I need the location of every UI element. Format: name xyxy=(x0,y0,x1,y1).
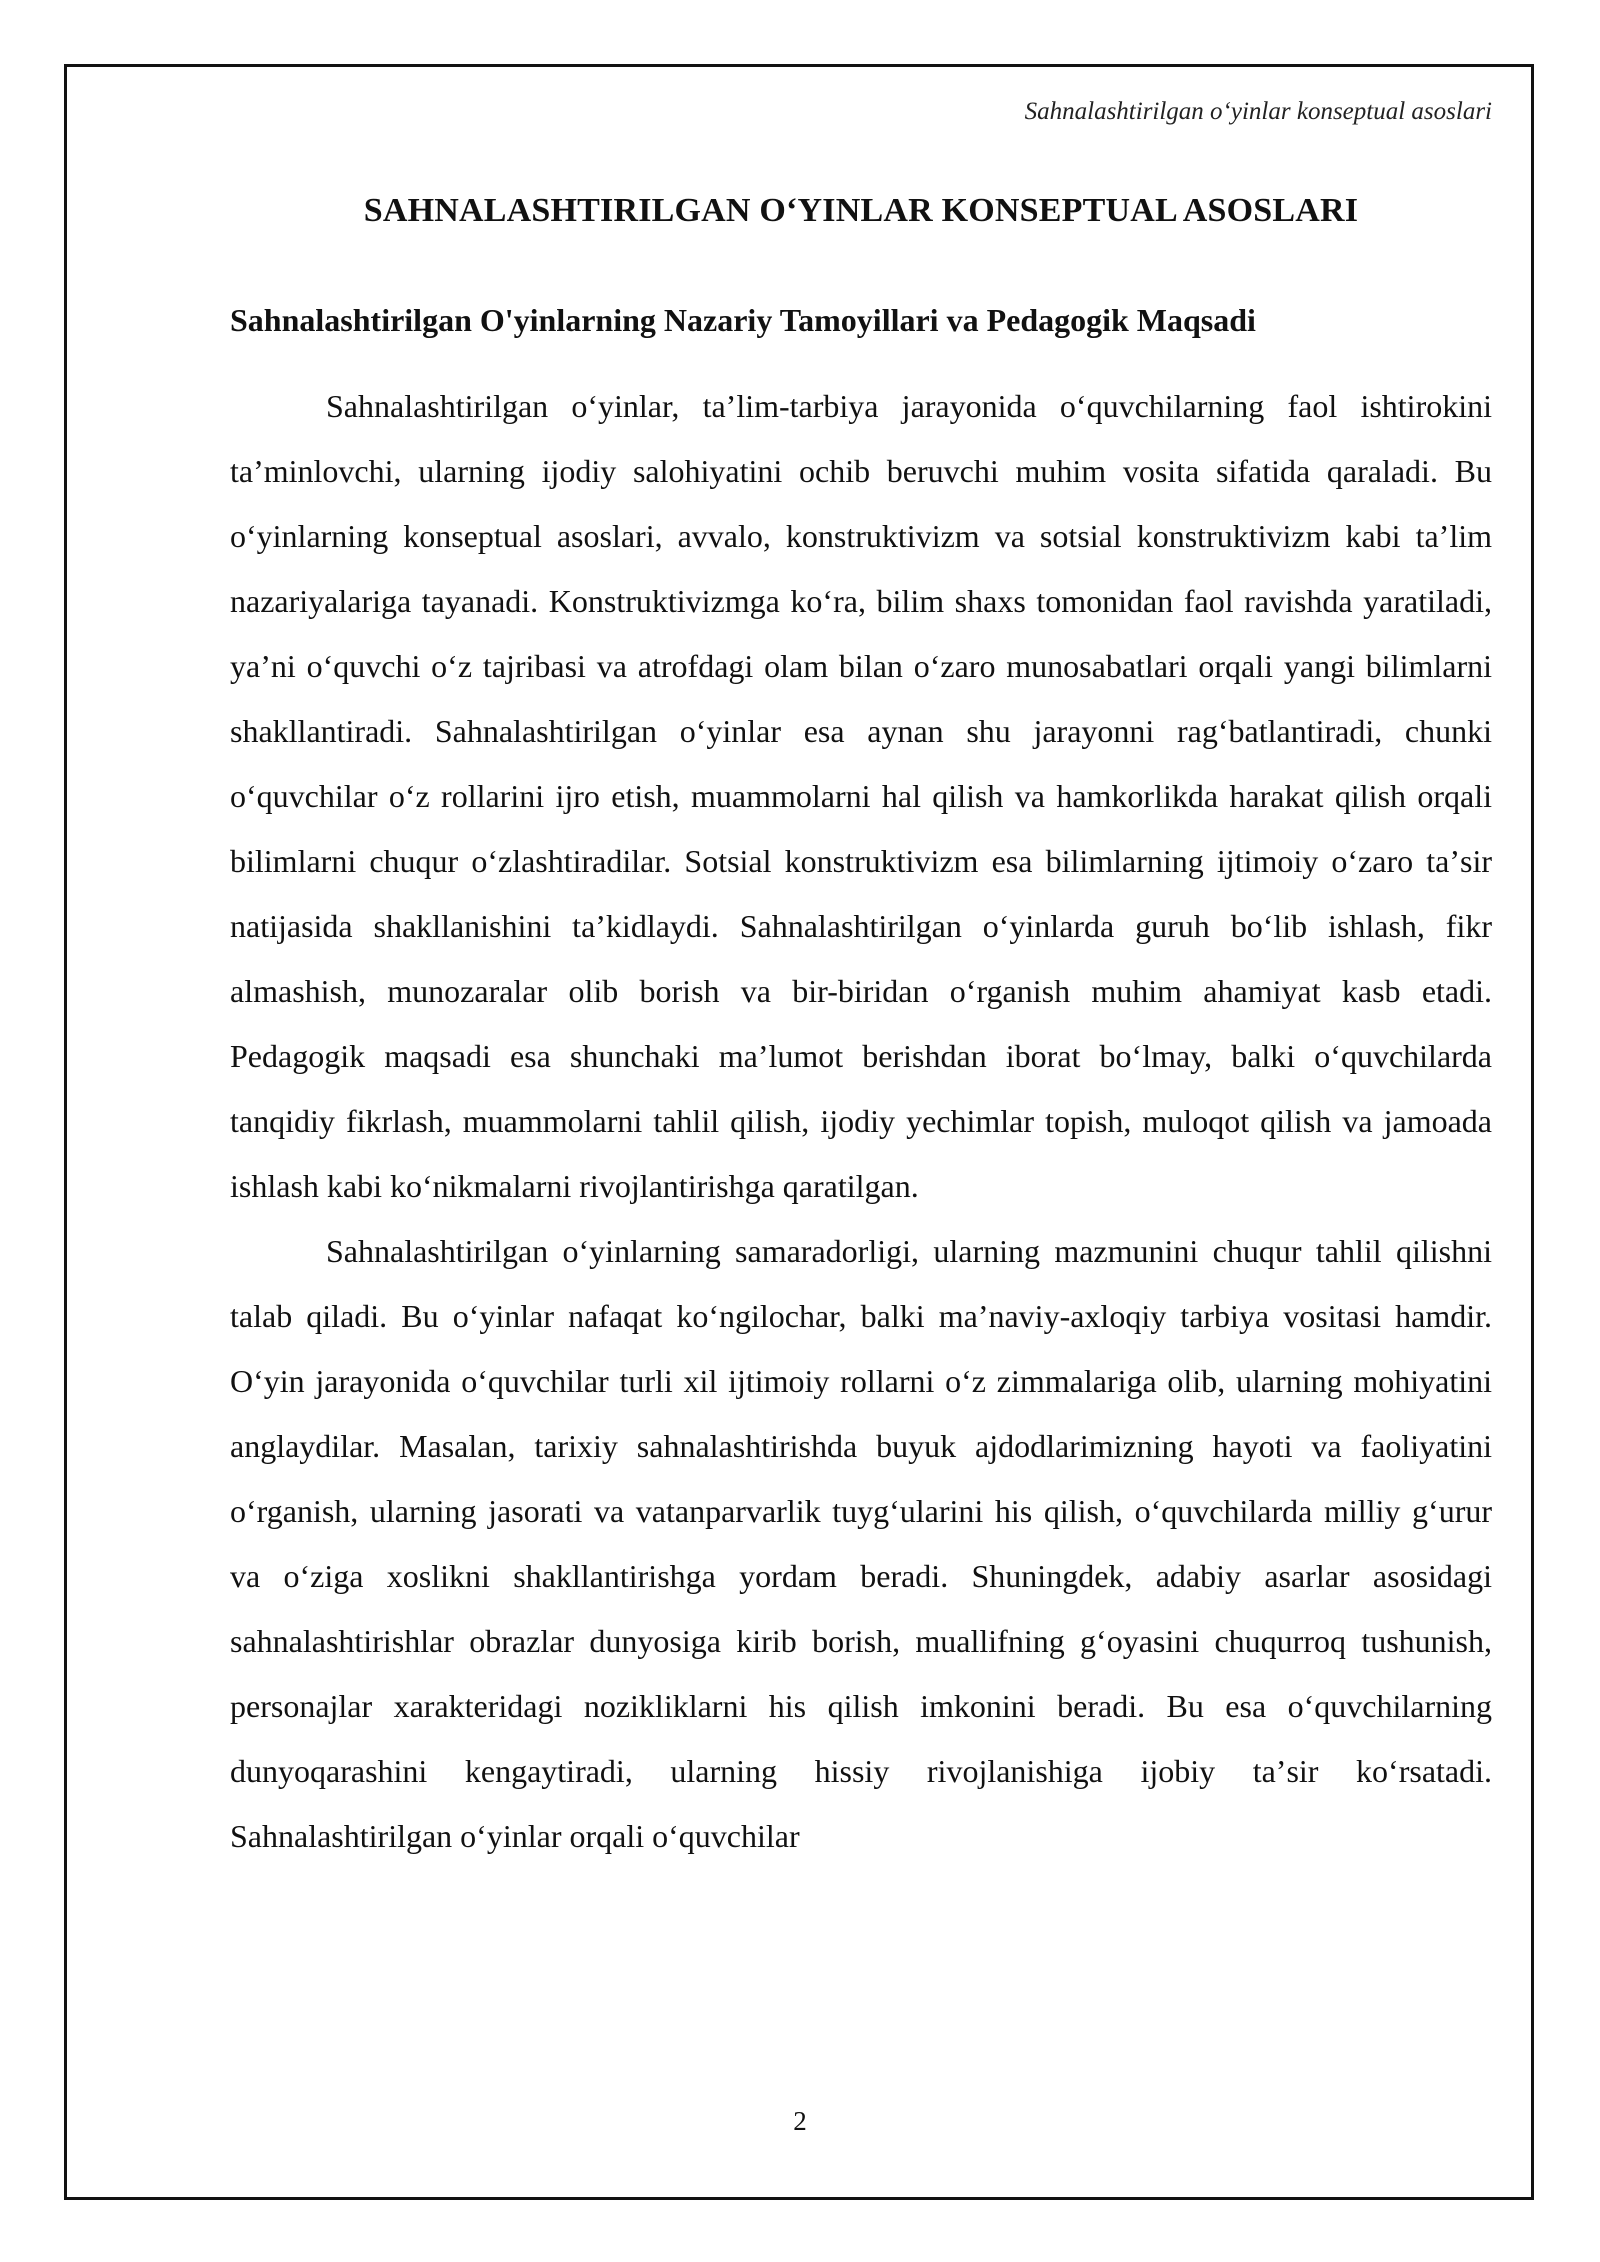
section-heading: Sahnalashtirilgan O'yinlarning Nazariy Tamoyillari va Pedagogik Maqsadi xyxy=(230,302,1256,338)
page-number: 2 xyxy=(793,2106,807,2136)
body-text xyxy=(230,374,1492,1869)
paragraph-1: Sahnalashtirilgan oʻyinlar, taʼlim-tarbiya jarayonida oʻquvchilarning faol ishtirokini taʼminlovchi, ularning ijodiy salohiyatini ochib beruvchi muhim vosita sifatida qaraladi. Bu oʻyinlarning konseptual asoslari, avvalo, konstruktivizm va sotsial konstruktivizm kabi taʼlim nazariyalariga tayanadi. Konstruktivizmga koʻra, bilim shaxs tomonidan faol ravishda yaratiladi, yaʼni oʻquvchi oʻz tajribasi va atrofdagi olam bilan oʻzaro munosabatlari orqali yangi bilimlarni shakllantiradi. Sahnalashtirilgan oʻyinlar esa aynan shu jarayonni ragʻbatlantiradi, chunki oʻquvchilar oʻz rollarini ijro etish, muammolarni hal qilish va hamkorlikda harakat qilish orqali bilimlarni chuqur oʻzlashtiradilar. Sotsial konstruktivizm esa bilimlarning ijtimoiy oʻzaro taʼsir natijasida shakllanishini taʼkidlaydi. Sahnalashtirilgan oʻyinlarda guruh boʻlib ishlash, fikr almashish, munozaralar olib borish va bir-biridan oʻrganish muhim ahamiyat kasb etadi. Pedagogik maqsadi esa shunchaki maʼlumot berishdan iborat boʻlmay, balki oʻquvchilarda tanqidiy fikrlash, muammolarni tahlil qilish, ijodiy yechimlar topish, muloqot qilish va jamoada ishlash kabi koʻnikmalarni rivojlantirishga qaratilgan. xyxy=(230,388,1492,1204)
paragraph-2: Sahnalashtirilgan oʻyinlarning samaradorligi, ularning mazmunini chuqur tahlil qilishni talab qiladi. Bu oʻyinlar nafaqat koʻngilochar, balki maʼnaviy-axloqiy tarbiya vositasi hamdir. Oʻyin jarayonida oʻquvchilar turli xil ijtimoiy rollarni oʻz zimmalariga olib, ularning mohiyatini anglaydilar. Masalan, tarixiy sahnalashtirishda buyuk ajdodlarimizning hayoti va faoliyatini oʻrganish, ularning jasorati va vatanparvarlik tuygʻularini his qilish, oʻquvchilarda milliy gʻurur va oʻziga xoslikni shakllantirishga yordam beradi. Shuningdek, adabiy asarlar asosidagi sahnalashtirishlar obrazlar dunyosiga kirib borish, muallifning gʻoyasini chuqurroq tushunish, personajlar xarakteridagi nozikliklarni his qilish imkonini beradi. Bu esa oʻquvchilarning dunyoqarashini kengaytiradi, ularning hissiy rivojlanishiga ijobiy taʼsir koʻrsatadi. Sahnalashtirilgan oʻyinlar orqali oʻquvchilar xyxy=(230,1233,1492,1854)
page-title: SAHNALASHTIRILGAN OʻYINLAR KONSEPTUAL ASOSLARI xyxy=(363,192,1359,229)
running-header: Sahnalashtirilgan oʻyinlar konseptual asoslari xyxy=(1024,98,1492,125)
